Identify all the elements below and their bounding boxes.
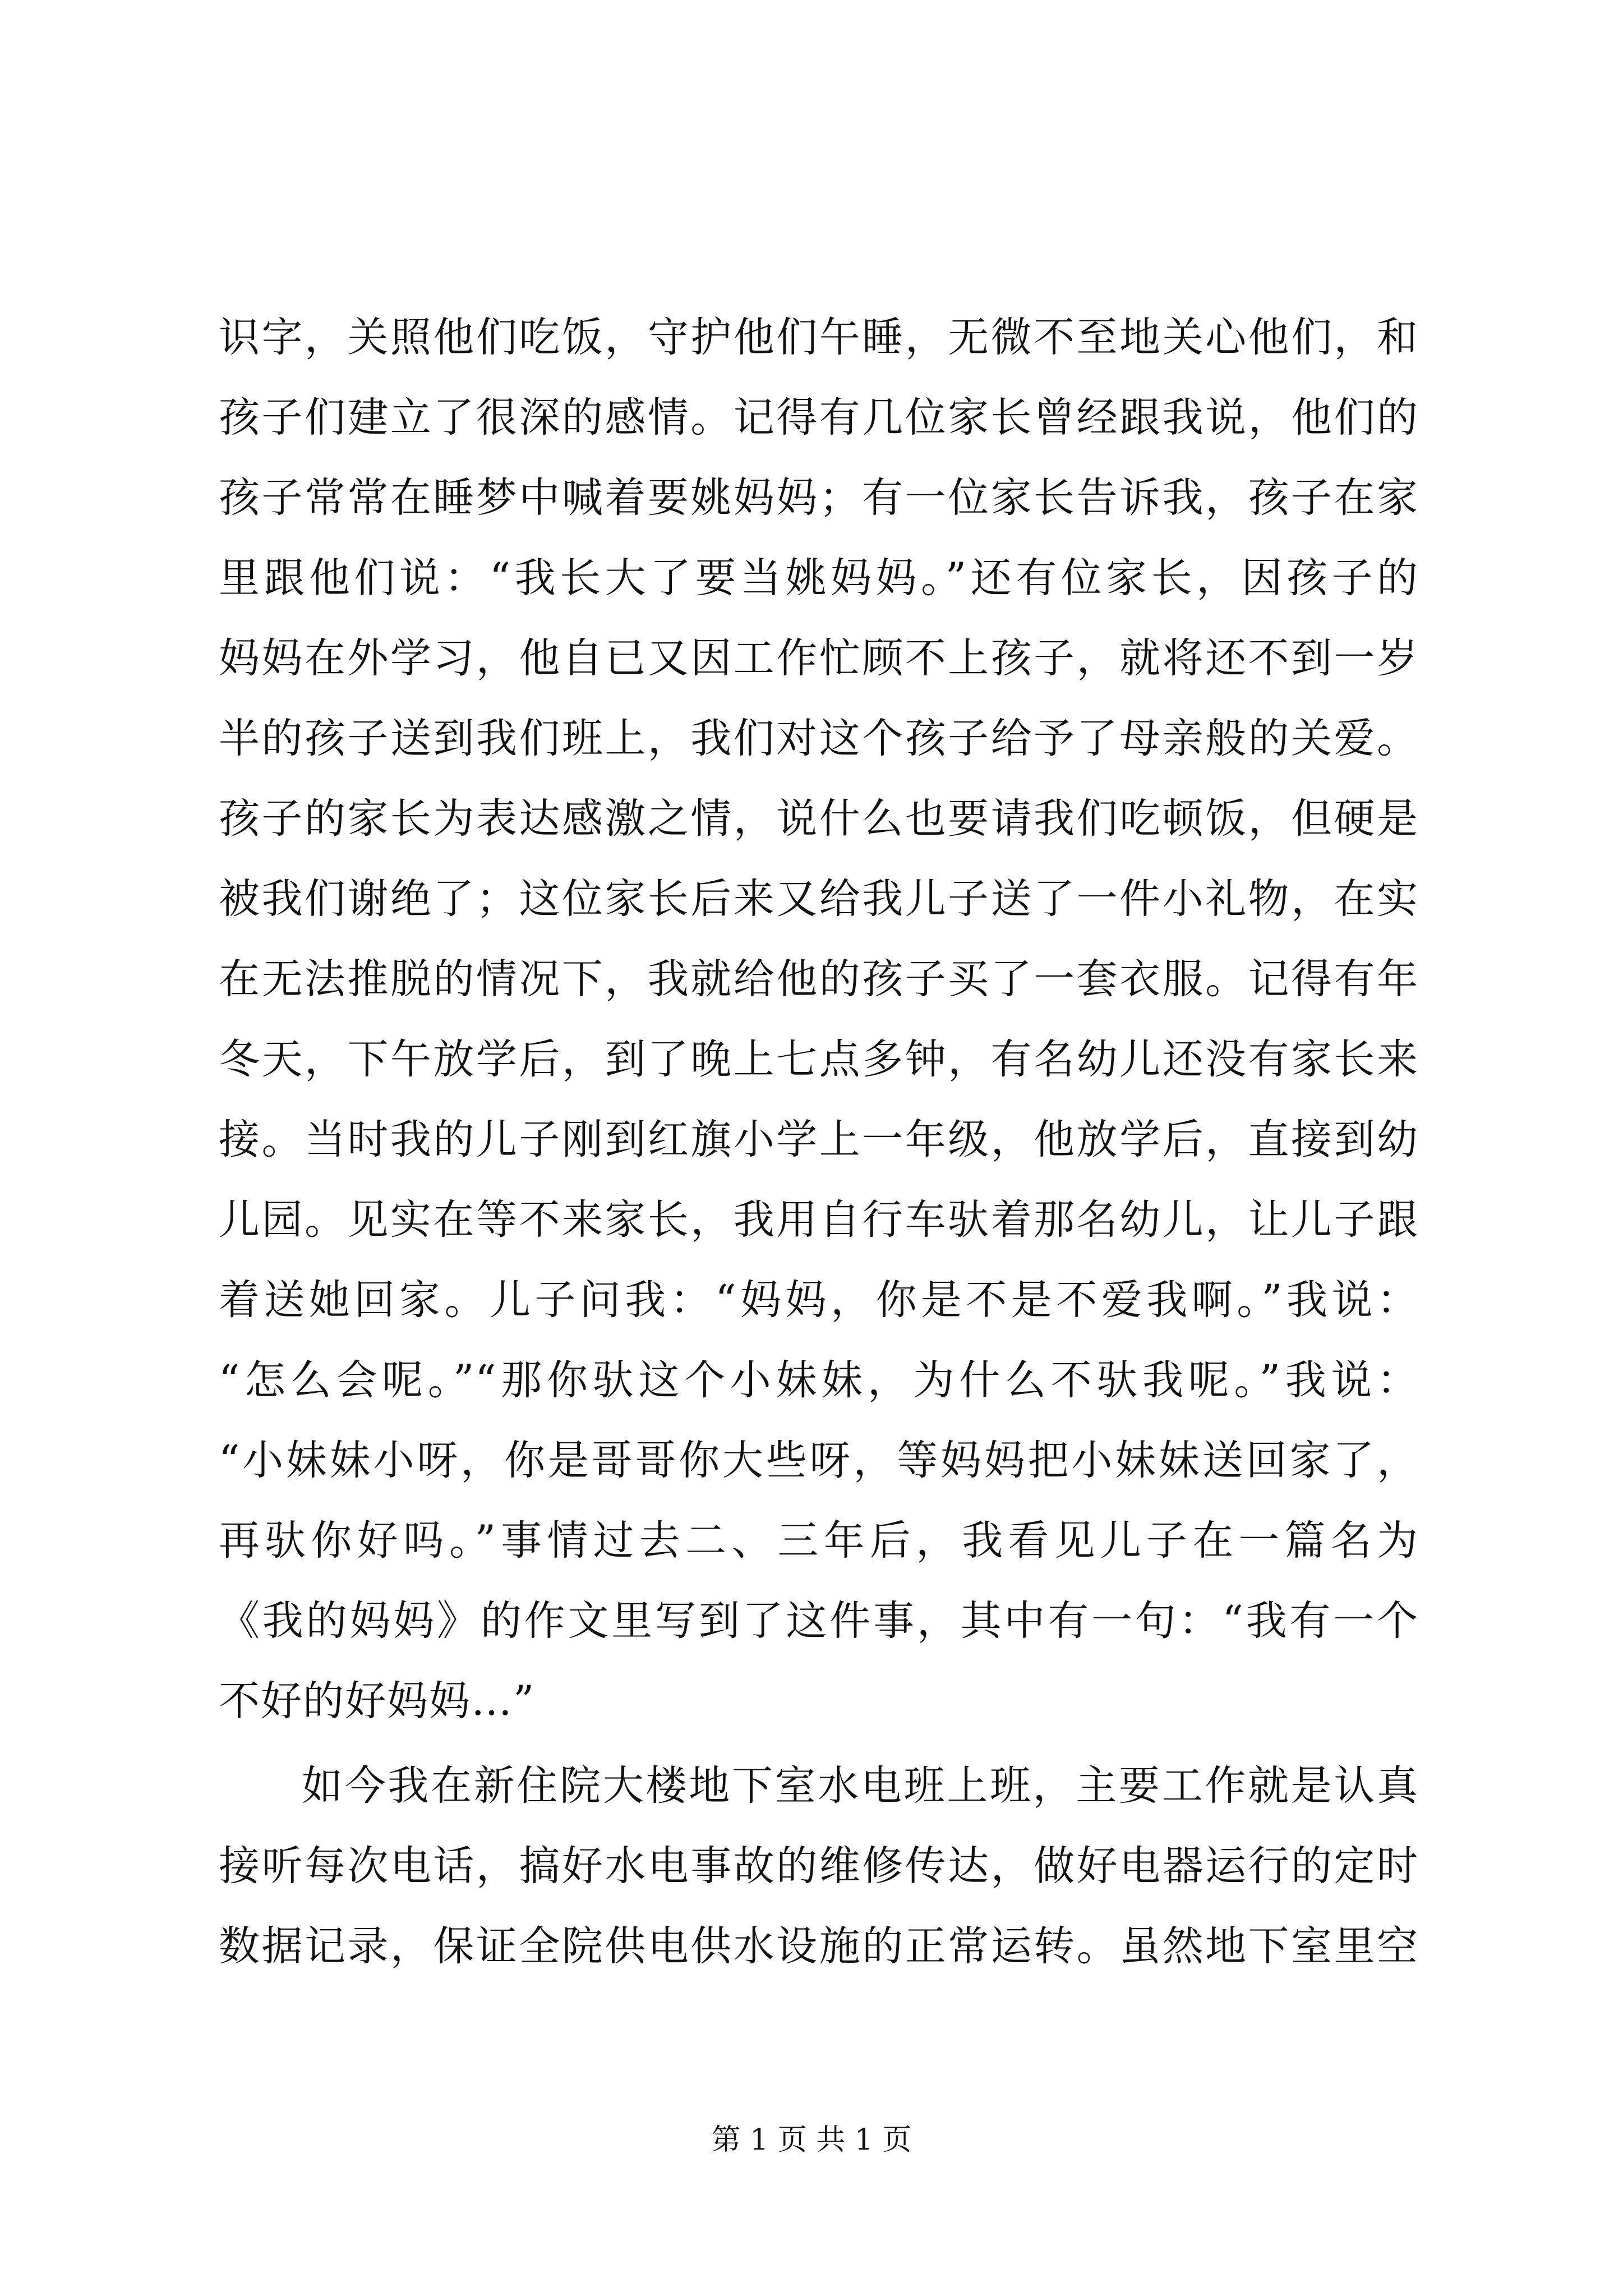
paragraph-1 [219,297,1419,1741]
paragraph-line: 里跟他们说：“我长大了要当姚妈妈。”还有位家长，因孩子的 [219,554,1419,602]
paragraph-line: 不好的好妈妈…” [219,1677,536,1725]
paragraph-line: 数据记录，保证全院供电供水设施的正常运转。虽然地下室里空 [219,1922,1419,1970]
paragraph-line: 如今我在新住院大楼地下室水电班上班，主要工作就是认真 [302,1762,1419,1810]
paragraph-line: 妈妈在外学习，他自已又因工作忙顾不上孩子，就将还不到一岁 [219,634,1419,682]
paragraph-line: 孩子常常在睡梦中喊着要姚妈妈；有一位家长告诉我，孩子在家 [219,474,1419,522]
paragraph-line: 着送她回家。儿子问我：“妈妈，你是不是不爱我啊。”我说： [219,1276,1419,1324]
paragraph-line: “怎么会呢。”“那你驮这个小妹妹，为什么不驮我呢。”我说： [219,1356,1419,1404]
paragraph-line: 再驮你好吗。”事情过去二、三年后，我看见儿子在一篇名为 [219,1517,1419,1565]
page-footer [0,2120,1623,2160]
paragraph-line: 孩子的家长为表达感激之情，说什么也要请我们吃顿饭，但硬是 [219,795,1419,843]
paragraph-line: 《我的妈妈》的作文里写到了这件事，其中有一句：“我有一个 [219,1597,1419,1645]
paragraph-line: 孩子们建立了很深的感情。记得有几位家长曾经跟我说，他们的 [219,394,1419,441]
page-number-label: 第 1 页 共 1 页 [711,2123,912,2157]
paragraph-line: 半的孩子送到我们班上，我们对这个孩子给予了母亲般的关爱。 [219,715,1419,762]
paragraph-line: 识字，关照他们吃饭，守护他们午睡，无微不至地关心他们，和 [219,314,1419,361]
paragraph-spacer [219,1741,1419,1746]
document-body [219,297,1419,1986]
paragraph-line: 接。当时我的儿子刚到红旗小学上一年级，他放学后，直接到幼 [219,1116,1419,1163]
paragraph-line: “小妹妹小呀，你是哥哥你大些呀，等妈妈把小妹妹送回家了， [219,1437,1419,1484]
paragraph-2 [219,1746,1419,1986]
paragraph-line: 接听每次电话，搞好水电事故的维修传达，做好电器运行的定时 [219,1842,1419,1890]
paragraph-line: 冬天，下午放学后，到了晚上七点多钟，有名幼儿还没有家长来 [219,1036,1419,1083]
paragraph-line: 在无法推脱的情况下，我就给他的孩子买了一套衣服。记得有年 [219,955,1419,1003]
paragraph-line: 儿园。见实在等不来家长，我用自行车驮着那名幼儿，让儿子跟 [219,1196,1419,1244]
paragraph-line: 被我们谢绝了；这位家长后来又给我儿子送了一件小礼物，在实 [219,875,1419,923]
